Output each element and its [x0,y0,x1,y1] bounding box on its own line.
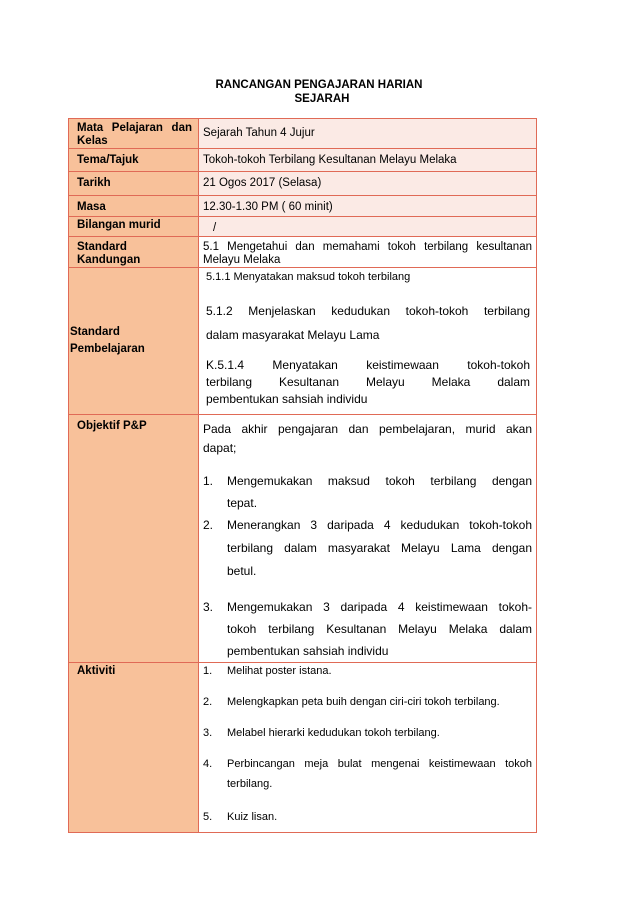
value-date: 21 Ogos 2017 (Selasa) [199,172,537,196]
row-content-standard [69,237,537,268]
activity-item: 1. Melihat poster istana. [203,665,332,677]
value-activities [199,663,537,833]
row-subject [69,119,537,149]
value-objectives: Pada akhir pengajaran dan pembelajaran, murid akan dapat; 1. Mengemukakan maksud tokoh terbilang dengan tepat. 2. Menerangkan 3 daripada 4 kedudukan tokoh-tokoh terbilang dalam masyarakat Melayu Lama dengan betul. 3. Mengemukakan 3 daripada 4 keistimewaan tokoh- tokoh terbilang Kesultanan Melayu Melaka dalam pembentukan sahsiah individu [199,415,537,663]
row-theme [69,149,537,172]
label-time: Masa [69,196,199,217]
value-theme: Tokoh-tokoh Terbilang Kesultanan Melayu Melaka [199,149,537,172]
value-students: / [199,217,537,237]
activity-item: 5. Kuiz lisan. [203,811,278,823]
label-theme: Tema/Tajuk [69,149,199,172]
value-time: 12.30-1.30 PM ( 60 minit) [199,196,537,217]
value-learning-standard [199,268,537,415]
label-students: Bilangan murid [69,217,199,237]
activity-item: 3. Melabel hierarki kedudukan tokoh terbilang. [203,727,440,739]
row-learning-standard [69,268,537,415]
standard-5-1-1: 5.1.1 Menyatakan maksud tokoh terbilang [206,271,411,283]
label-date: Tarikh [69,172,199,196]
doc-subtitle: SEJARAH [294,93,350,105]
standard-k-5-1-4: K.5.1.4 Menyatakan keistimewaan tokoh-tokoh terbilang Kesultanan Melayu Melaka dalam pembentukan sahsiah individu [206,358,530,406]
value-subject: Sejarah Tahun 4 Jujur [199,119,537,149]
activity-item: 4. Perbincangan meja bulat mengenai keistimewaan tokoh terbilang. [203,758,532,790]
row-students [69,217,537,237]
label-activities: Aktiviti [69,663,199,833]
objective-item: 3. Mengemukakan 3 daripada 4 keistimewaan tokoh- tokoh terbilang Kesultanan Melayu Melaka dalam pembentukan sahsiah individu [203,600,532,658]
label-subject: Mata Pelajaran dan Kelas [69,119,199,149]
row-time [69,196,537,217]
lesson-plan-table [68,118,537,833]
doc-title: RANCANGAN PENGAJARAN HARIAN [215,79,423,91]
label-learning-standard: Standard Pembelajaran [69,268,199,415]
label-content-standard: Standard Kandungan [69,237,199,268]
standard-5-1-2: 5.1.2 Menjelaskan kedudukan tokoh-tokoh terbilang dalam masyarakat Melayu Lama [206,304,530,342]
row-activities [69,663,537,833]
activity-item: 2. Melengkapkan peta buih dengan ciri-ciri tokoh terbilang. [203,696,500,708]
objective-item: 2. Menerangkan 3 daripada 4 kedudukan tokoh-tokoh terbilang dalam masyarakat Melayu Lama dengan betul. [203,518,532,578]
label-objectives: Objektif P&P [69,415,199,663]
objective-item: 1. Mengemukakan maksud tokoh terbilang dengan tepat. [203,474,532,510]
row-date [69,172,537,196]
value-content-standard: 5.1 Mengetahui dan memahami tokoh terbilang kesultanan Melayu Melaka [199,237,537,268]
row-objectives [69,415,537,663]
